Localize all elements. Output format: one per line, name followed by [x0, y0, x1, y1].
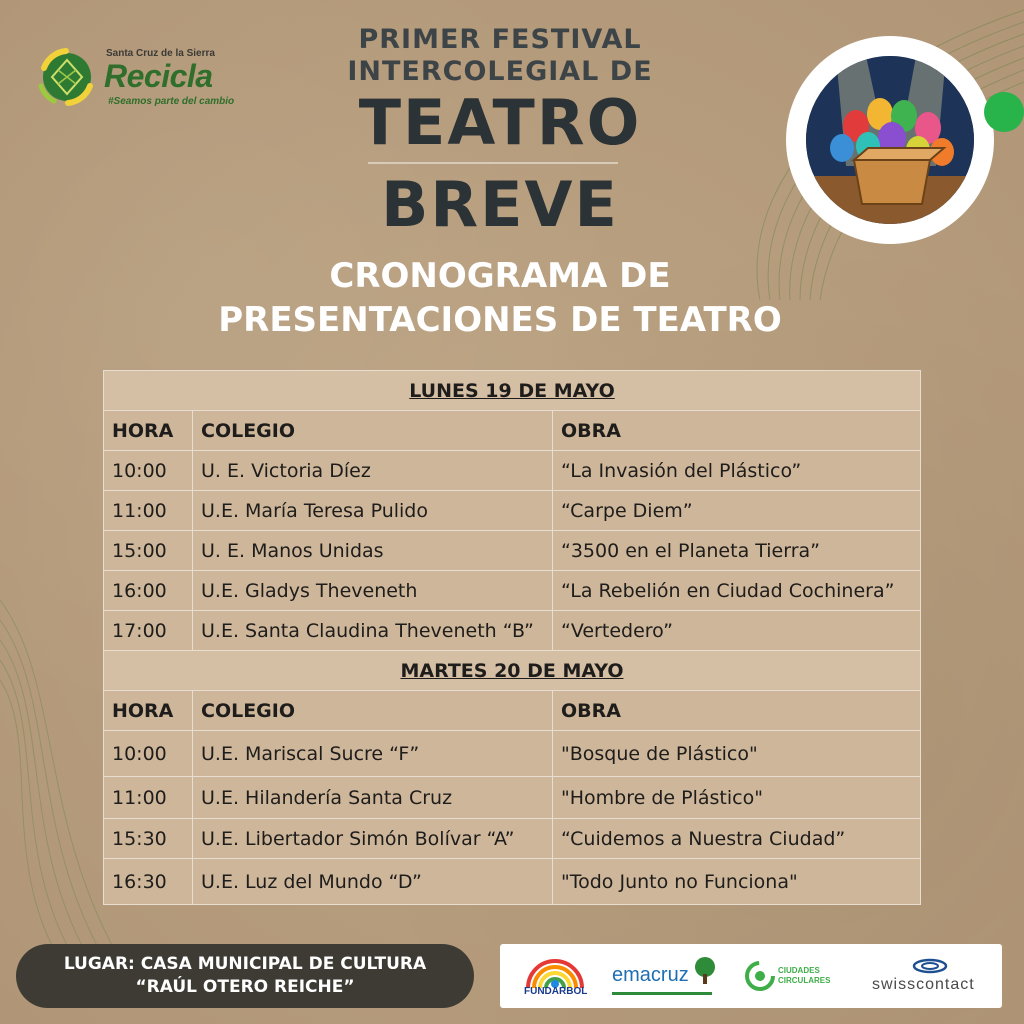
table-row — [104, 531, 921, 571]
theater-illustration — [786, 36, 994, 244]
logo-city: Santa Cruz de la Sierra — [106, 48, 215, 59]
sponsor-ciudades-circulares — [744, 944, 854, 1008]
ciudades-circulares-icon — [744, 960, 776, 992]
cell-obra: "Hombre de Plástico" — [553, 777, 921, 819]
subtitle-line-2: PRESENTACIONES DE TEATRO — [218, 300, 782, 340]
sponsor-fundarbol — [520, 944, 590, 1008]
cell-hora: 10:00 — [104, 731, 193, 777]
table-row — [104, 777, 921, 819]
cell-colegio: U. E. Manos Unidas — [193, 531, 553, 571]
cell-obra: “Cuidemos a Nuestra Ciudad” — [553, 819, 921, 859]
subtitle-line-1: CRONOGRAMA DE — [329, 256, 671, 296]
cell-obra: “La Rebelión en Ciudad Cochinera” — [553, 571, 921, 611]
column-header-row — [104, 411, 921, 451]
cell-hora: 16:00 — [104, 571, 193, 611]
day-header-row — [104, 651, 921, 691]
cell-hora: 15:30 — [104, 819, 193, 859]
cell-colegio: U.E. Santa Claudina Theveneth “B” — [193, 611, 553, 651]
theater-masks-box-icon — [806, 56, 974, 224]
table-row — [104, 819, 921, 859]
cell-hora: 11:00 — [104, 491, 193, 531]
table-row — [104, 451, 921, 491]
day-header-row — [104, 371, 921, 411]
fundarbol-logo-icon — [520, 950, 590, 990]
recycle-logo-icon — [36, 46, 98, 108]
header-colegio: COLEGIO — [193, 411, 553, 451]
title-line-4: BREVE — [381, 168, 619, 241]
logo-brand: Recicla — [104, 58, 213, 94]
cell-colegio: U.E. Luz del Mundo “D” — [193, 859, 553, 905]
venue-banner — [16, 944, 474, 1008]
header-obra: OBRA — [553, 411, 921, 451]
table-row — [104, 731, 921, 777]
title-line-1: PRIMER FESTIVAL — [358, 24, 642, 55]
title-divider — [368, 162, 618, 164]
venue-line-1: LUGAR: CASA MUNICIPAL DE CULTURA — [63, 954, 427, 974]
sponsors-strip — [500, 944, 1002, 1008]
cell-hora: 15:00 — [104, 531, 193, 571]
cell-obra: "Todo Junto no Funciona" — [553, 859, 921, 905]
cell-hora: 11:00 — [104, 777, 193, 819]
table-row — [104, 491, 921, 531]
cell-obra: “3500 en el Planeta Tierra” — [553, 531, 921, 571]
cell-colegio: U.E. Mariscal Sucre “F” — [193, 731, 553, 777]
sponsor-emacruz-label: emacruz — [612, 964, 689, 986]
header-colegio: COLEGIO — [193, 691, 553, 731]
cell-obra: "Bosque de Plástico" — [553, 731, 921, 777]
cell-obra: “La Invasión del Plástico” — [553, 451, 921, 491]
recicla-logo — [36, 44, 236, 114]
header-obra: OBRA — [553, 691, 921, 731]
sponsor-ciudades-label: CIUDADES CIRCULARES — [778, 966, 831, 985]
table-row — [104, 571, 921, 611]
cell-colegio: U.E. Libertador Simón Bolívar “A” — [193, 819, 553, 859]
title-line-2: INTERCOLEGIAL DE — [347, 56, 653, 87]
sponsor-fundarbol-label: FUNDARBOL — [524, 986, 588, 997]
venue-line-2: “RAÚL OTERO REICHE” — [135, 977, 355, 997]
sponsor-emacruz-underline — [612, 992, 712, 995]
column-header-row — [104, 691, 921, 731]
cell-hora: 10:00 — [104, 451, 193, 491]
cell-colegio: U.E. Gladys Theveneth — [193, 571, 553, 611]
schedule-table — [103, 370, 921, 905]
sponsor-swisscontact-label: swisscontact — [872, 976, 975, 993]
decorative-green-dot — [984, 92, 1024, 132]
cell-obra: “Vertedero” — [553, 611, 921, 651]
logo-tagline: #Seamos parte del cambio — [108, 96, 235, 107]
sponsor-swisscontact — [872, 944, 992, 1008]
header-hora: HORA — [104, 411, 193, 451]
cell-colegio: U. E. Victoria Díez — [193, 451, 553, 491]
day1-title: LUNES 19 DE MAYO — [104, 371, 921, 411]
title-line-3: TEATRO — [358, 86, 642, 159]
cell-colegio: U.E. María Teresa Pulido — [193, 491, 553, 531]
emacruz-tree-icon — [692, 956, 718, 986]
swisscontact-logo-icon — [912, 958, 948, 974]
header-hora: HORA — [104, 691, 193, 731]
cell-hora: 17:00 — [104, 611, 193, 651]
cell-hora: 16:30 — [104, 859, 193, 905]
sponsor-emacruz — [612, 944, 722, 1008]
table-row — [104, 859, 921, 905]
cell-colegio: U.E. Hilandería Santa Cruz — [193, 777, 553, 819]
cell-obra: “Carpe Diem” — [553, 491, 921, 531]
day2-title: MARTES 20 DE MAYO — [104, 651, 921, 691]
table-row — [104, 611, 921, 651]
